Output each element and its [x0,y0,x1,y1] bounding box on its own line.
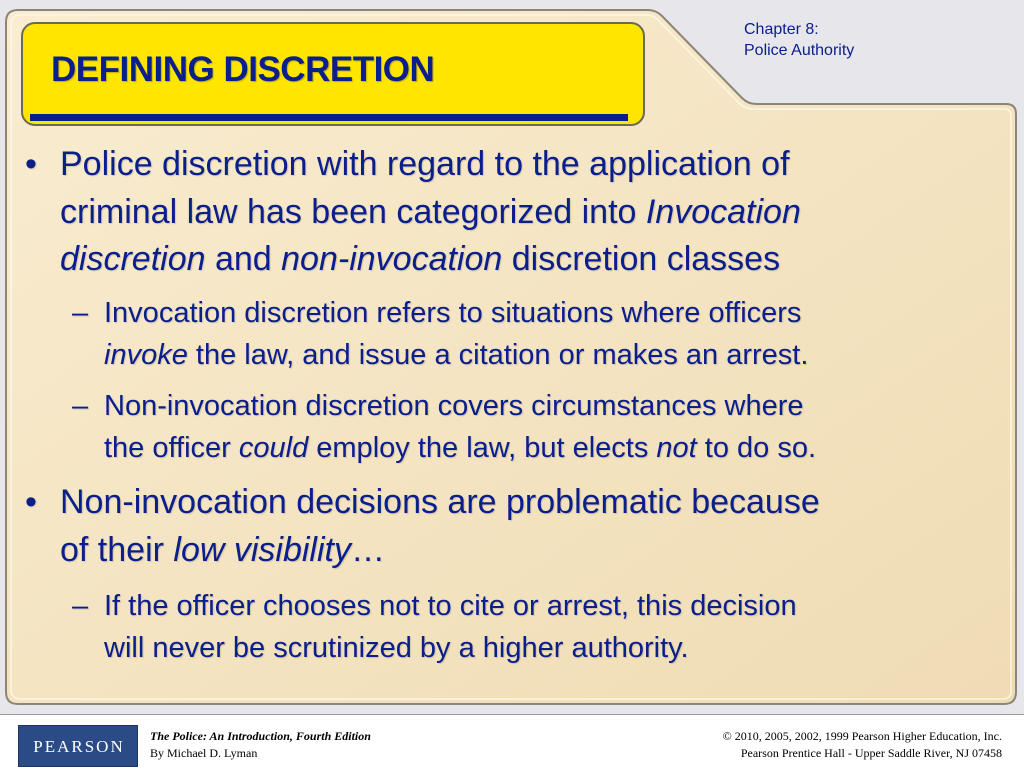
sub-bullet-text-line: invoke the law, and issue a citation or makes an arrest. [104,339,809,371]
sub-bullet-text-line: the officer could employ the law, but elects not to do so. [104,432,817,464]
publisher-info: Pearson Prentice Hall - Upper Saddle River, NJ 07458 [740,746,1002,760]
bullet-mark: • [25,483,37,521]
footer [0,714,1024,769]
book-title: The Police: An Introduction, Fourth Edition [150,729,371,743]
slide-title: DEFINING DISCRETION [51,50,435,89]
bullet-text-line: discretion and non-invocation discretion classes [60,240,781,278]
bullet-text-line: criminal law has been categorized into Invocation [60,192,801,231]
bullet-text-line: Non-invocation decisions are problematic because [60,483,820,521]
sub-bullet-text-line: will never be scrutinized by a higher authority. [104,632,689,664]
chapter-name: Police Authority [744,42,855,59]
sub-bullet-text-line: If the officer chooses not to cite or arrest, this decision [104,590,797,622]
copyright-notice: © 2010, 2005, 2002, 1999 Pearson Higher Education, Inc. [722,729,1002,743]
dash-mark: – [72,297,89,329]
bullet-mark: • [25,145,37,183]
logo-text: PEARSON [33,737,125,756]
sub-bullet-text-line: Non-invocation discretion covers circumstances where [104,390,804,422]
dash-mark: – [72,590,89,622]
sub-bullet-text-line: Invocation discretion refers to situations where officers [104,297,802,329]
bullet-text-line: of their low visibility… [60,530,385,569]
book-author: By Michael D. Lyman [150,746,258,760]
dash-mark: – [72,390,89,422]
bullet-text-line: Police discretion with regard to the application of [60,145,790,183]
pearson-logo [18,725,138,767]
chapter-number: Chapter 8: [744,21,819,38]
